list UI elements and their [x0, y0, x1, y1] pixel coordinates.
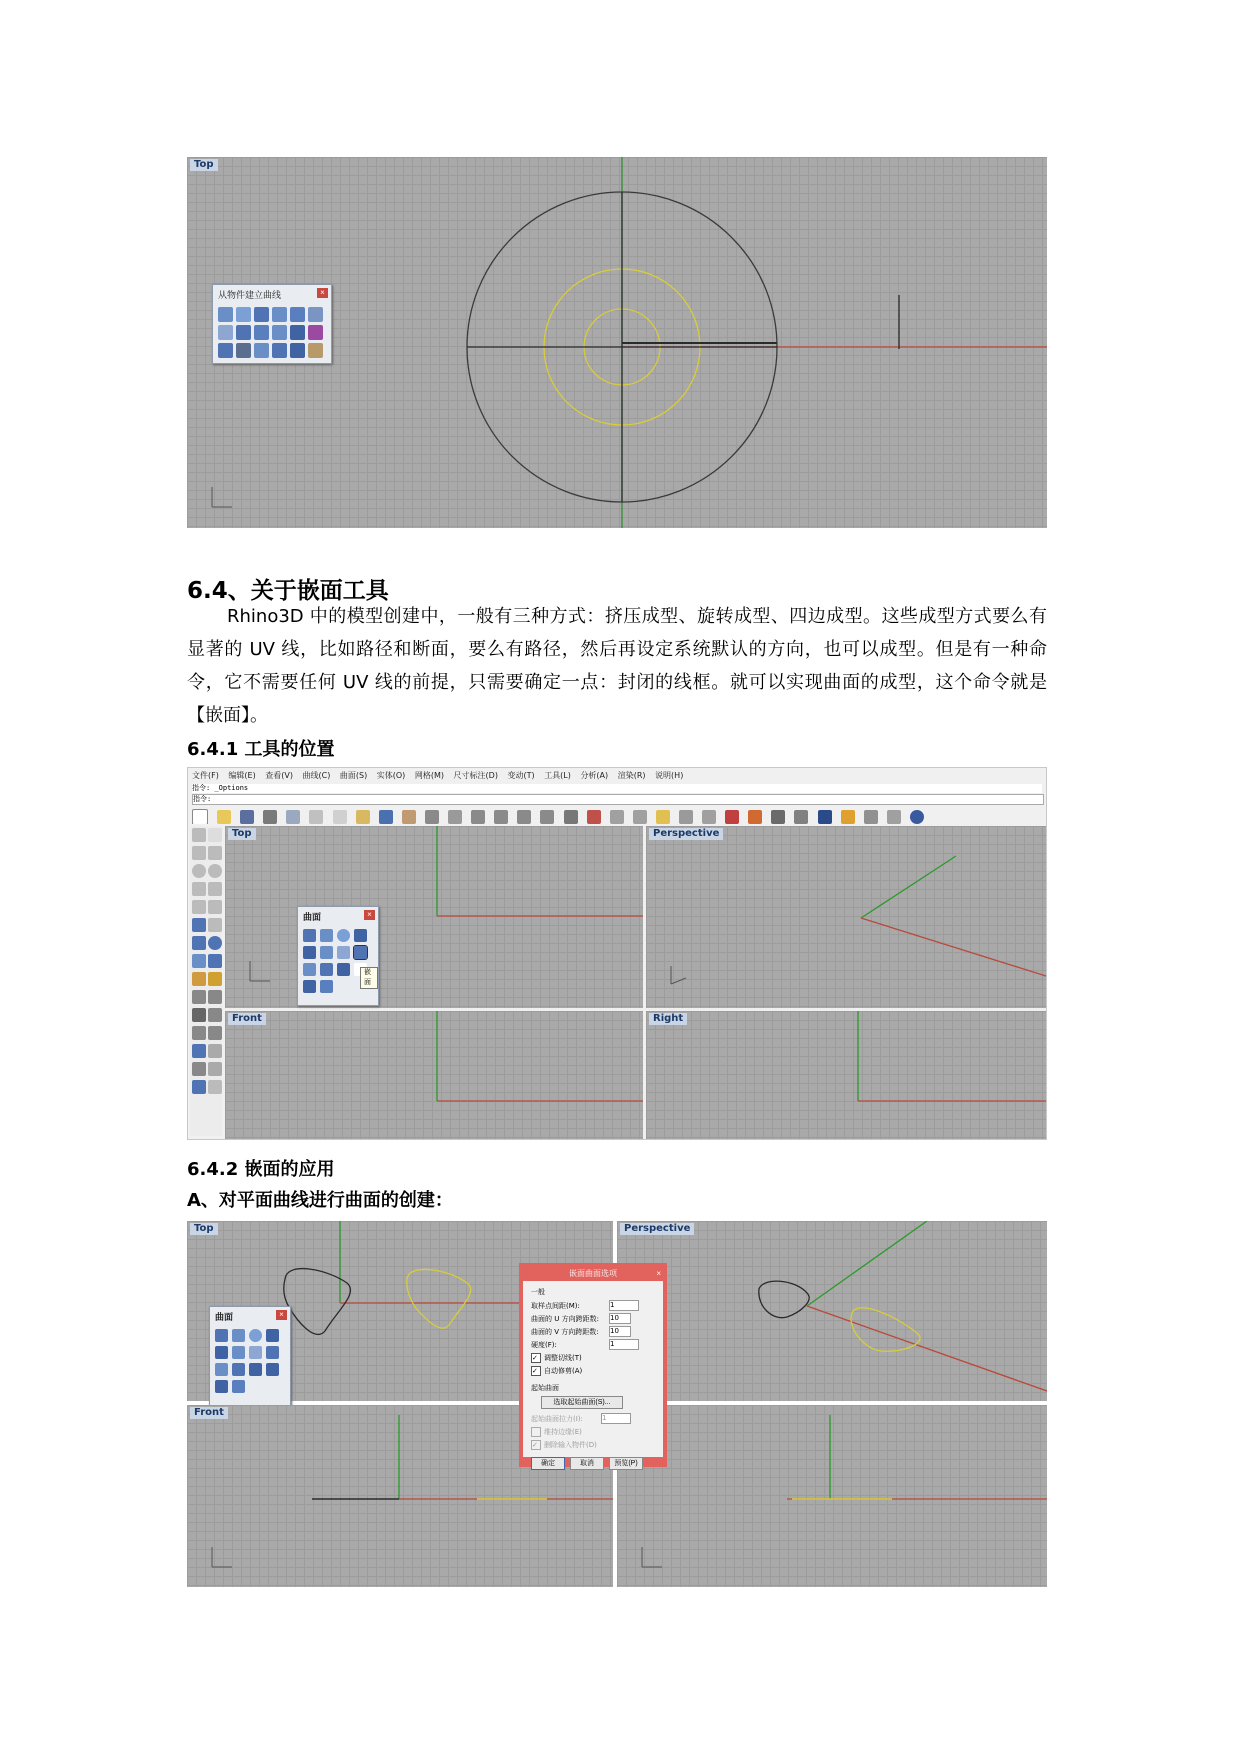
viewport-label: Front	[228, 1013, 266, 1025]
cylinder-icon[interactable]	[192, 954, 206, 968]
checkbox-icon: ✓	[531, 1440, 541, 1450]
surface-tool-icon[interactable]	[303, 963, 316, 976]
viewport-label: Top	[190, 1223, 218, 1235]
surface-tool-icon[interactable]	[320, 963, 333, 976]
checkbox-label: 维持边缘(E)	[544, 1427, 582, 1436]
save-icon[interactable]	[240, 810, 254, 824]
surface-tool-icon[interactable]	[232, 1363, 245, 1376]
tool-icon[interactable]	[308, 325, 323, 340]
surface-tool-icon[interactable]	[232, 1380, 245, 1393]
rectangle-icon[interactable]	[208, 882, 222, 896]
tool-icon[interactable]	[254, 307, 269, 322]
tool-icon[interactable]	[254, 325, 269, 340]
circle-icon[interactable]	[192, 864, 206, 878]
figure-rhino-interface	[187, 767, 1047, 1140]
dialog-title: 嵌面曲面选项	[569, 1269, 617, 1278]
dialog-titlebar	[523, 1267, 663, 1281]
surface-tool-icon[interactable]	[215, 1329, 228, 1342]
patch-icon[interactable]	[266, 1346, 279, 1359]
select-icon[interactable]	[192, 828, 206, 842]
tool-icon[interactable]	[887, 810, 901, 824]
checkbox-icon[interactable]: ✓	[531, 1366, 541, 1376]
polyline-icon[interactable]	[192, 846, 206, 860]
curves-drawing	[617, 1221, 1047, 1401]
pan-icon[interactable]	[402, 810, 416, 824]
tool-icon[interactable]	[236, 325, 251, 340]
surface-tool-icon[interactable]	[303, 929, 316, 942]
menu-item[interactable]: 实体(O)	[376, 771, 406, 780]
field-label: 起始曲面拉力(I):	[531, 1414, 583, 1423]
tool-icon[interactable]	[290, 307, 305, 322]
curves-drawing	[617, 1405, 1047, 1587]
figure-patch-dialog	[187, 1221, 1047, 1587]
checkbox-label: 调整切线(T)	[544, 1353, 582, 1362]
field-label: 曲面的 U 方向跨距数:	[531, 1314, 599, 1323]
tool-icon[interactable]	[218, 307, 233, 322]
menu-item[interactable]: 查看(V)	[265, 771, 293, 780]
surface-panel	[209, 1306, 291, 1406]
surface-tool-icon[interactable]	[249, 1329, 262, 1342]
surface-tool-icon[interactable]	[303, 946, 316, 959]
tool-icon[interactable]	[208, 972, 222, 986]
surface-tool-icon[interactable]	[303, 980, 316, 993]
menu-item[interactable]: 曲线(C)	[302, 771, 331, 780]
checkbox-label: 自动修剪(A)	[544, 1366, 583, 1375]
tool-icon[interactable]	[192, 1026, 206, 1040]
pull-input: 1	[601, 1413, 631, 1424]
surface-tool-icon[interactable]	[320, 929, 333, 942]
tool-icon[interactable]	[208, 1026, 222, 1040]
cancel-button[interactable]: 取消	[570, 1457, 604, 1470]
surface-tool-icon[interactable]	[215, 1363, 228, 1376]
paste-icon[interactable]	[356, 810, 370, 824]
zoom-icon[interactable]	[448, 810, 462, 824]
patch-tooltip: 嵌面	[360, 967, 378, 989]
surface-tool-icon[interactable]	[249, 1363, 262, 1376]
tool-icon[interactable]	[208, 990, 222, 1004]
subheading-patch-application: 6.4.2 嵌面的应用	[187, 1159, 335, 1180]
tool-icon[interactable]	[208, 1008, 222, 1022]
box-icon[interactable]	[192, 936, 206, 950]
tool-icon[interactable]	[679, 810, 693, 824]
tool-icon[interactable]	[286, 810, 300, 824]
tool-icon[interactable]	[290, 343, 305, 358]
menu-item[interactable]: 变动(T)	[507, 771, 535, 780]
surface-tool-icon[interactable]	[249, 1346, 262, 1359]
surface-tool-icon[interactable]	[232, 1329, 245, 1342]
surface-tool-icon[interactable]	[354, 929, 367, 942]
surface-tool-icon[interactable]	[337, 946, 350, 959]
surface-tool-icon[interactable]	[266, 1363, 279, 1376]
section-paragraph: Rhino3D 中的模型创建中，一般有三种方式：挤压成型、旋转成型、四边成型。这些成型方式要么有显著的 UV 线，比如路径和断面，要么有路径，然后再设定系统默认的方向，也可以成型。但是有一种命令，它不需要任何 UV 线的前提，只需要确定一点：封闭的线框。就可以实现曲面的成型，这个命令就是 【嵌面】。	[187, 606, 1047, 726]
menu-item[interactable]: 编辑(E)	[228, 771, 256, 780]
ok-button[interactable]: 确定	[531, 1457, 565, 1470]
viewport-top[interactable]	[225, 826, 643, 1008]
surface-tool-icon[interactable]	[320, 980, 333, 993]
tool-icon[interactable]	[218, 325, 233, 340]
surface-tool-icon[interactable]	[337, 929, 350, 942]
surface-tool-icon[interactable]	[215, 1346, 228, 1359]
tool-icon[interactable]	[290, 325, 305, 340]
viewport-label: Top	[190, 159, 218, 171]
render-icon[interactable]	[818, 810, 832, 824]
axes-drawing	[646, 826, 1046, 1008]
polygon-icon[interactable]	[192, 882, 206, 896]
surface-icon[interactable]	[192, 918, 206, 932]
v-spans-input[interactable]: 10	[609, 1326, 631, 1337]
curve-icon[interactable]	[208, 846, 222, 860]
surface-tool-icon[interactable]	[232, 1346, 245, 1359]
tool-icon[interactable]	[841, 810, 855, 824]
menu-item[interactable]: 说明(H)	[655, 771, 684, 780]
viewport-front[interactable]	[225, 1011, 643, 1139]
tool-icon[interactable]	[272, 307, 287, 322]
menu-item[interactable]: 文件(F)	[192, 771, 219, 780]
menu-item[interactable]: 工具(L)	[544, 771, 571, 780]
field-label: 取样点间距(M):	[531, 1301, 580, 1310]
layout-icon[interactable]	[564, 810, 578, 824]
undo-view-icon[interactable]	[540, 810, 554, 824]
tool-icon[interactable]	[208, 954, 222, 968]
tool-icon[interactable]	[208, 1062, 222, 1076]
patch-icon[interactable]	[354, 946, 367, 959]
menu-item[interactable]: 渲染(R)	[617, 771, 646, 780]
group-label: 一般	[531, 1288, 545, 1296]
open-icon[interactable]	[217, 810, 231, 824]
color-icon[interactable]	[748, 810, 762, 824]
figure-top-viewport	[187, 157, 1047, 528]
render-icon[interactable]	[794, 810, 808, 824]
lock-icon[interactable]	[702, 810, 716, 824]
help-icon[interactable]	[910, 810, 924, 824]
command-history: 指令: _Options	[192, 784, 1042, 793]
menu-item[interactable]: 网格(M)	[414, 771, 444, 780]
panel-title: 曲面	[215, 1313, 234, 1323]
tool-icon[interactable]	[192, 1008, 206, 1022]
tool-icon[interactable]	[236, 343, 251, 358]
zoom-window-icon[interactable]	[471, 810, 485, 824]
close-icon[interactable]: ×	[364, 910, 375, 920]
point-icon[interactable]	[208, 828, 222, 842]
panel-title: 曲面	[303, 913, 322, 923]
zoom-extents-icon[interactable]	[494, 810, 508, 824]
tool-icon[interactable]	[192, 900, 206, 914]
sample-spacing-input[interactable]: 1	[609, 1300, 639, 1311]
surface-tool-icon[interactable]	[337, 963, 350, 976]
checkbox-label: 删除输入物件(D)	[544, 1440, 597, 1449]
axes-drawing	[225, 826, 643, 1008]
zoom-selected-icon[interactable]	[517, 810, 531, 824]
tool-icon[interactable]	[308, 307, 323, 322]
close-icon[interactable]: ×	[276, 1310, 287, 1320]
patch-options-dialog	[519, 1263, 667, 1467]
rotate-icon[interactable]	[425, 810, 439, 824]
menu-item[interactable]: 尺寸标注(D)	[453, 771, 498, 780]
field-label: 曲面的 V 方向跨距数:	[531, 1327, 599, 1336]
surface-tool-icon[interactable]	[320, 946, 333, 959]
tool-icon[interactable]	[236, 307, 251, 322]
layer-icon[interactable]	[725, 810, 739, 824]
tool-icon[interactable]	[192, 972, 206, 986]
cut-icon[interactable]	[309, 810, 323, 824]
tool-icon[interactable]	[208, 900, 222, 914]
ellipse-icon[interactable]	[208, 864, 222, 878]
viewport-perspective[interactable]	[617, 1221, 1047, 1401]
surface-tool-icon[interactable]	[215, 1380, 228, 1393]
viewport-right[interactable]	[646, 1011, 1046, 1139]
menu-bar	[192, 770, 690, 782]
panel-title: 从物件建立曲线	[218, 291, 282, 301]
text-icon[interactable]	[192, 1044, 206, 1058]
viewport-perspective[interactable]	[646, 826, 1046, 1008]
select-starting-surface-button[interactable]: 选取起始曲面(S)...	[541, 1396, 623, 1409]
viewport-right[interactable]	[617, 1405, 1047, 1587]
menu-item[interactable]: 分析(A)	[580, 771, 609, 780]
new-file-icon[interactable]	[192, 809, 208, 825]
field-label: 硬度(F):	[531, 1340, 557, 1349]
surface-panel	[297, 906, 379, 1006]
viewport-label: Perspective	[649, 828, 723, 840]
checkbox-icon	[531, 1427, 541, 1437]
group-label: 起始曲面	[531, 1384, 559, 1392]
print-icon[interactable]	[263, 810, 277, 824]
u-spans-input[interactable]: 10	[609, 1313, 631, 1324]
tool-icon[interactable]	[633, 810, 647, 824]
copy-icon[interactable]	[333, 810, 347, 824]
tool-icon[interactable]	[272, 343, 287, 358]
car-icon[interactable]	[587, 810, 601, 824]
subheading-planar-curve: A、对平面曲线进行曲面的创建：	[187, 1190, 453, 1211]
subheading-tool-location: 6.4.1 工具的位置	[187, 739, 335, 760]
section-heading: 6.4、关于嵌面工具	[187, 578, 389, 604]
tool-icon[interactable]	[218, 343, 233, 358]
left-toolbar	[190, 826, 222, 1136]
sphere-icon[interactable]	[208, 936, 222, 950]
viewport-label: Perspective	[620, 1223, 694, 1235]
close-icon[interactable]: ×	[317, 288, 328, 298]
light-icon[interactable]	[656, 810, 670, 824]
checkbox-icon[interactable]: ✓	[531, 1353, 541, 1363]
undo-icon[interactable]	[379, 810, 393, 824]
tool-icon[interactable]	[254, 343, 269, 358]
tool-icon[interactable]	[208, 918, 222, 932]
tool-icon[interactable]	[192, 1080, 206, 1094]
menu-item[interactable]: 曲面(S)	[339, 771, 368, 780]
viewport-label: Front	[190, 1407, 228, 1419]
tool-icon[interactable]	[308, 343, 323, 358]
viewport-label: Top	[228, 828, 256, 840]
axes-drawing	[646, 1011, 1046, 1139]
tool-icon[interactable]	[272, 325, 287, 340]
tool-icon[interactable]	[208, 1044, 222, 1058]
curve-from-objects-panel	[212, 284, 332, 364]
tool-icon[interactable]	[208, 1080, 222, 1094]
gear-icon[interactable]	[864, 810, 878, 824]
axes-drawing	[225, 1011, 643, 1139]
main-toolbar	[192, 806, 1042, 824]
command-input[interactable]: 指令:	[192, 794, 1044, 805]
close-icon[interactable]: ×	[656, 1269, 661, 1278]
stiffness-input[interactable]: 1	[609, 1339, 639, 1350]
tool-icon[interactable]	[610, 810, 624, 824]
render-icon[interactable]	[771, 810, 785, 824]
tool-icon[interactable]	[192, 1062, 206, 1076]
preview-button[interactable]: 预览(P)	[609, 1457, 643, 1470]
viewport-label: Right	[649, 1013, 687, 1025]
surface-tool-icon[interactable]	[266, 1329, 279, 1342]
tool-icon[interactable]	[192, 990, 206, 1004]
